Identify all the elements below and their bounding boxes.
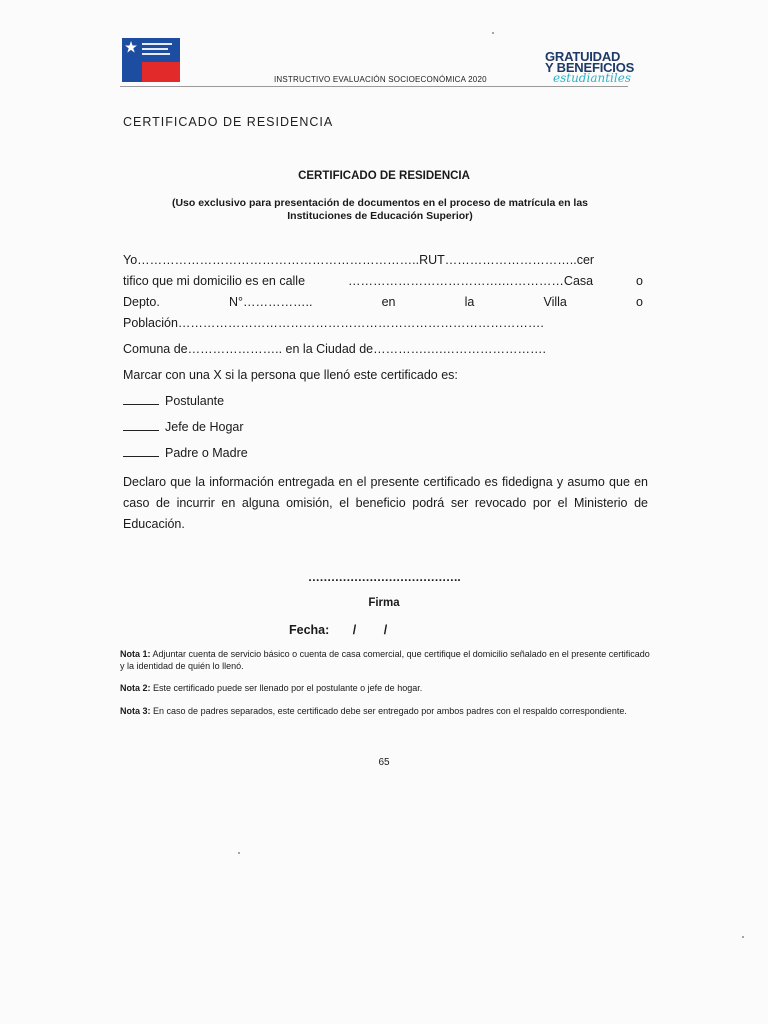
note-label: Nota 2: <box>120 683 151 693</box>
address-label: tifico que mi domicilio es en calle <box>123 274 306 288</box>
checkbox-blank <box>123 430 159 431</box>
header-divider <box>120 86 628 87</box>
declaration-paragraph: Declaro que la información entregada en el presente certificado es fidedigna y asumo que en caso de incurrir en alguna omisión, el beneficio podrá ser revocado por el Ministerio de Educación. <box>123 475 648 531</box>
note-text: En caso de padres separados, este certificado debe ser entregado por ambos padres con el respaldo correspondiente. <box>153 706 627 716</box>
section-heading: CERTIFICADO DE RESIDENCIA <box>123 115 334 129</box>
scan-speck <box>742 936 744 938</box>
option-label: Postulante <box>165 394 225 408</box>
subtitle-line-1: (Uso exclusivo para presentación de documentos en el proceso de matrícula en las <box>171 197 589 209</box>
note-3 <box>120 706 650 718</box>
option-label: Padre o Madre <box>165 446 248 460</box>
brand-line-1: GRATUIDAD <box>545 49 621 64</box>
subtitle-line-2: Instituciones de Educación Superior) <box>287 210 473 222</box>
address-or: o <box>636 274 643 288</box>
form-line-address <box>123 274 643 288</box>
note-text: Este certificado puede ser llenado por el postulante o jefe de hogar. <box>153 683 423 693</box>
brand-line-3: estudiantiles <box>553 71 631 85</box>
header-title: INSTRUCTIVO EVALUACIÓN SOCIOECONÓMICA 2020 <box>274 75 487 84</box>
form-line-name-rut: Yo…………………………………………………………..RUT…………………………..cer <box>123 253 595 267</box>
signature-line: …………………………………. <box>307 570 461 584</box>
option-label: Jefe de Hogar <box>165 420 244 434</box>
note-label: Nota 1: <box>120 649 151 659</box>
o-word: o <box>636 295 643 309</box>
date-slash-2: / <box>383 623 388 637</box>
villa-word: Villa <box>543 295 567 309</box>
form-line-depto <box>123 295 643 309</box>
checkbox-blank <box>123 456 159 457</box>
date-label: Fecha: <box>289 623 330 637</box>
note-1 <box>120 649 650 672</box>
checkbox-blank <box>123 404 159 405</box>
note-label: Nota 3: <box>120 706 151 716</box>
form-instruction: Marcar con una X si la persona que llenó este certificado es: <box>123 368 458 382</box>
scan-speck <box>492 32 494 34</box>
gratuidad-brand-logo <box>545 51 640 84</box>
date-slash-1: / <box>352 623 357 637</box>
option-padre-o-madre <box>123 446 248 460</box>
date-field <box>289 623 387 637</box>
signature-label: Firma <box>368 597 400 609</box>
note-2 <box>120 683 650 695</box>
document-subtitle <box>140 197 620 223</box>
en-word: en <box>381 295 396 309</box>
page-number: 65 <box>378 757 390 768</box>
document-title: CERTIFICADO DE RESIDENCIA <box>298 170 470 182</box>
form-line-comuna-ciudad: Comuna de………………….. en la Ciudad de………….….……………………. <box>123 342 547 356</box>
note-text: Adjuntar cuenta de servicio básico o cuenta de casa comercial, que certifique el domicilio señalado en el presente certificado y la identidad de quién lo llenó. <box>120 649 650 671</box>
la-word: la <box>464 295 475 309</box>
depto-label: Depto. <box>123 295 160 309</box>
address-dots: ……………………………….……………Casa <box>347 274 594 288</box>
option-postulante <box>123 394 224 408</box>
brand-line-2: Y BENEFICIOS <box>545 60 635 75</box>
scan-speck <box>238 852 240 854</box>
gobierno-de-chile-logo <box>122 38 180 82</box>
numero-label: N°…………….. <box>228 295 313 309</box>
option-jefe-de-hogar <box>123 420 244 434</box>
form-line-poblacion: Población……………………………………………………………………………. <box>123 316 544 330</box>
